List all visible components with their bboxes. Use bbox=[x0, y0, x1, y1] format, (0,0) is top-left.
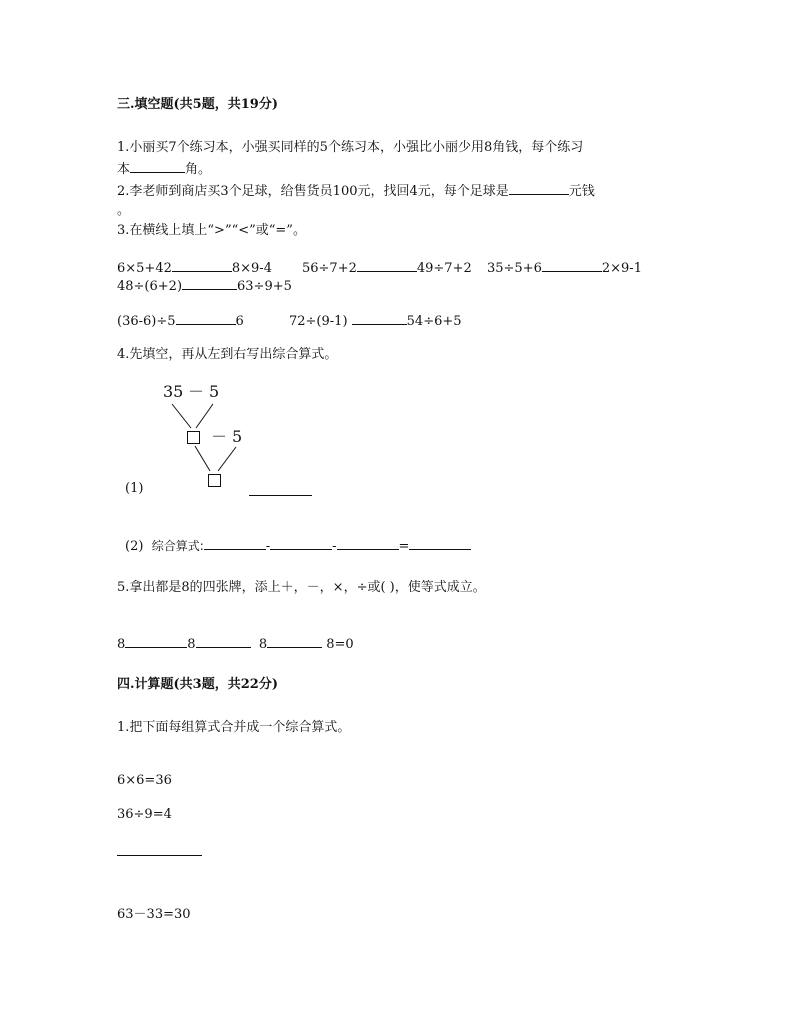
diagram-top-right-number: 5 bbox=[209, 382, 220, 401]
diagram-bottom-answer-box[interactable] bbox=[208, 474, 221, 487]
q5-num4: 8=0 bbox=[326, 637, 354, 652]
q3-r3-left2: 72÷(9-1) bbox=[289, 314, 348, 329]
q3-r1-right3: 2×9-1 bbox=[601, 261, 642, 276]
q4-blank1[interactable] bbox=[204, 537, 266, 550]
q2-text: 2.李老师到商店买3个足球，给售货员100元，找回4元，每个足球是 bbox=[117, 184, 509, 199]
q4-title: 4.先填空，再从左到右写出综合算式。 bbox=[117, 347, 338, 362]
diagram-top-left-number: 35 bbox=[163, 382, 184, 401]
q3-r2-left: 48÷(6+2) bbox=[117, 279, 183, 294]
q5-title: 5.拿出都是8的四张牌，添上＋，－，×，÷或( )，使等式成立。 bbox=[117, 580, 486, 595]
q3-r1-right2: 49÷7+2 bbox=[416, 261, 472, 276]
q4-part1-label: (1) bbox=[125, 481, 144, 496]
q4-part2-text: 综合算式: bbox=[151, 539, 204, 553]
s4-equation-2: 36÷9=4 bbox=[117, 807, 172, 822]
q3-r1-left2: 56÷7+2 bbox=[302, 261, 357, 276]
s4-equation-1: 6×6=36 bbox=[117, 773, 172, 788]
q3-r3-right1: 6 bbox=[235, 314, 244, 329]
q2-suffix: 元钱 bbox=[568, 184, 595, 199]
s4-answer-blank[interactable] bbox=[117, 843, 202, 856]
q5-num3: 8 bbox=[258, 637, 268, 652]
q3-title: 3.在横线上填上“>”“<”或“=”。 bbox=[117, 223, 306, 238]
q4-part2-label: (2) bbox=[125, 539, 144, 554]
q3-r1-right1: 8×9-4 bbox=[231, 261, 272, 276]
diagram-middle-answer-box[interactable] bbox=[187, 431, 200, 444]
q5-num2: 8 bbox=[187, 637, 196, 652]
diagram-top-operator: － bbox=[188, 382, 205, 401]
s4-q1-title: 1.把下面每组算式合并成一个综合算式。 bbox=[117, 720, 351, 735]
q4-blank4[interactable] bbox=[409, 537, 471, 550]
q4-op2: - bbox=[332, 539, 337, 554]
q5-blank2[interactable] bbox=[196, 635, 251, 648]
q4-op3: = bbox=[398, 539, 410, 554]
q5-blank3[interactable] bbox=[267, 635, 322, 648]
s4-equation-3: 63－33=30 bbox=[117, 907, 191, 922]
diagram-middle-number: 5 bbox=[232, 427, 243, 446]
q4-op1: - bbox=[265, 539, 271, 554]
q4-blank2[interactable] bbox=[270, 537, 332, 550]
q1-line2-prefix: 本 bbox=[117, 162, 131, 177]
q5-blank1[interactable] bbox=[125, 635, 187, 648]
diagram-middle-operator: － bbox=[211, 427, 228, 446]
q3-r1-left3: 35÷5+6 bbox=[487, 261, 542, 276]
section-4-title: 四.计算题(共3题，共22分) bbox=[117, 677, 278, 692]
q3-r3-left1: (36-6)÷5 bbox=[117, 314, 176, 329]
section-3-title: 三.填空题(共5题，共19分) bbox=[117, 97, 278, 112]
q2-line2: 。 bbox=[117, 203, 131, 218]
q4-part2-line bbox=[125, 537, 471, 556]
q1-line2-suffix: 角。 bbox=[185, 162, 212, 177]
q4-blank3[interactable] bbox=[337, 537, 399, 550]
q3-r1-left1: 6×5+42 bbox=[117, 261, 172, 276]
q3-r3-right2: 54÷6+5 bbox=[406, 314, 462, 329]
q3-r2-right: 63÷9+5 bbox=[237, 279, 292, 294]
q1-line1: 1.小丽买7个练习本，小强买同样的5个练习本，小强比小丽少用8角钱，每个练习 bbox=[117, 140, 584, 155]
q5-num1: 8 bbox=[117, 637, 126, 652]
q5-equation bbox=[117, 635, 354, 654]
q4-part1-answer-blank[interactable] bbox=[249, 483, 312, 496]
